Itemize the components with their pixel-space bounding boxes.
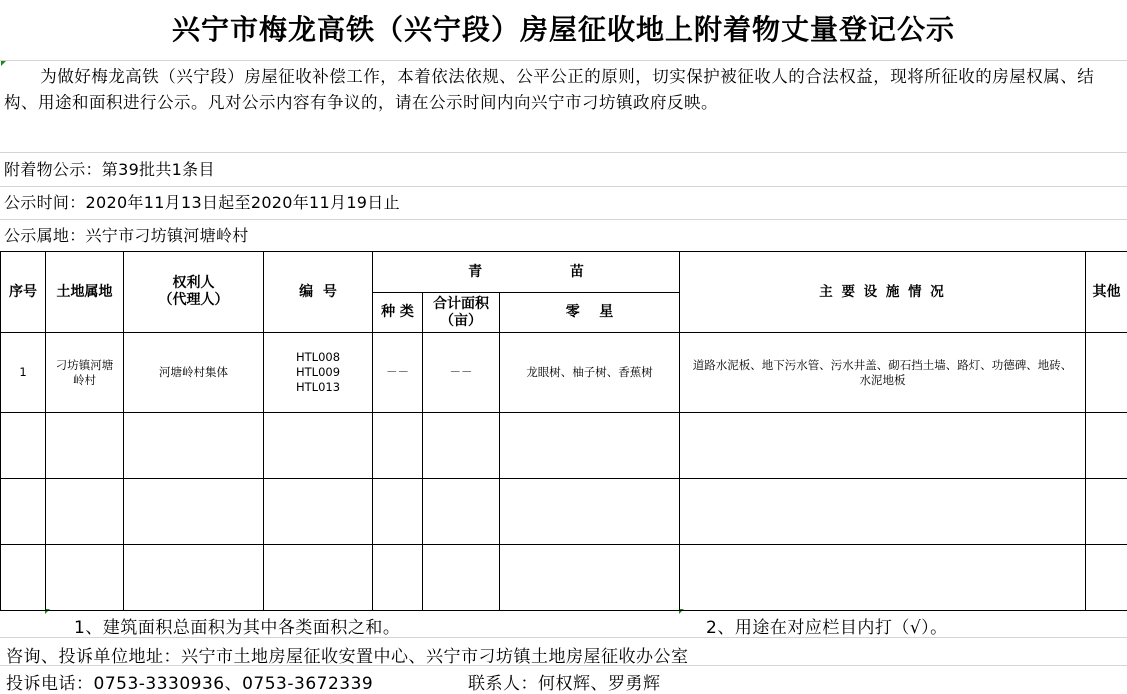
location-info: 公示属地：兴宁市刁坊镇河塘岭村 <box>4 220 249 252</box>
note-1: 1、建筑面积总面积为其中各类面积之和。 <box>74 613 400 638</box>
note-2: 2、用途在对应栏目内打（√）。 <box>706 613 948 638</box>
contact-phone: 投诉电话：0753-3330936、0753-3672339 <box>6 669 373 694</box>
header-owner: 权利人 （代理人） <box>124 252 264 333</box>
header-crops: 青 苗 <box>373 252 680 293</box>
page-title: 兴宁市梅龙高铁（兴宁段）房屋征收地上附着物丈量登记公示 <box>0 0 1127 60</box>
header-area: 合计面积 （亩） <box>423 293 500 333</box>
cell-land: 刁坊镇河塘 岭村 <box>46 333 124 413</box>
cell-species: －－ <box>373 333 423 413</box>
header-scattered: 零 星 <box>500 293 680 333</box>
cell-facilities: 道路水泥板、地下污水管、污水井盖、砌石挡土墙、路灯、功德碑、地砖、水泥地板 <box>680 333 1086 413</box>
period-info: 公示时间：2020年11月13日起至2020年11月19日止 <box>4 187 400 219</box>
header-seq: 序号 <box>1 252 46 333</box>
intro-paragraph: 为做好梅龙高铁（兴宁段）房屋征收补偿工作，本着依法依规、公平公正的原则，切实保护被征收人的合法权益，现将所征收的房屋权属、结构、用途和面积进行公示。凡对公示内容有争议的，请在公示时间内向兴宁市刁坊镇政府反映。 <box>4 64 1122 116</box>
table-row-empty <box>1 545 1127 611</box>
table-row <box>1 333 1127 413</box>
header-other: 其他 <box>1086 252 1127 333</box>
cell-scattered: 龙眼树、柚子树、香蕉树 <box>500 333 680 413</box>
cell-owner: 河塘岭村集体 <box>124 333 264 413</box>
header-land: 土地属地 <box>46 252 124 333</box>
cell-seq: 1 <box>1 333 46 413</box>
cell-other <box>1086 333 1127 413</box>
table-row-empty <box>1 479 1127 545</box>
cell-code: HTL008 HTL009 HTL013 <box>264 333 373 413</box>
header-facilities: 主 要 设 施 情 况 <box>680 252 1086 333</box>
header-code: 编 号 <box>264 252 373 333</box>
gridline <box>0 152 1127 153</box>
register-table <box>0 251 1127 611</box>
contact-address: 咨询、投诉单位地址：兴宁市土地房屋征收安置中心、兴宁市刁坊镇土地房屋征收办公室 <box>6 642 689 667</box>
gridline <box>0 60 1127 61</box>
table-row-empty <box>1 413 1127 479</box>
header-species: 种 类 <box>373 293 423 333</box>
cell-area: －－ <box>423 333 500 413</box>
batch-info: 附着物公示：第39批共1条目 <box>4 154 215 186</box>
contact-person: 联系人：何权辉、罗勇辉 <box>468 669 661 694</box>
